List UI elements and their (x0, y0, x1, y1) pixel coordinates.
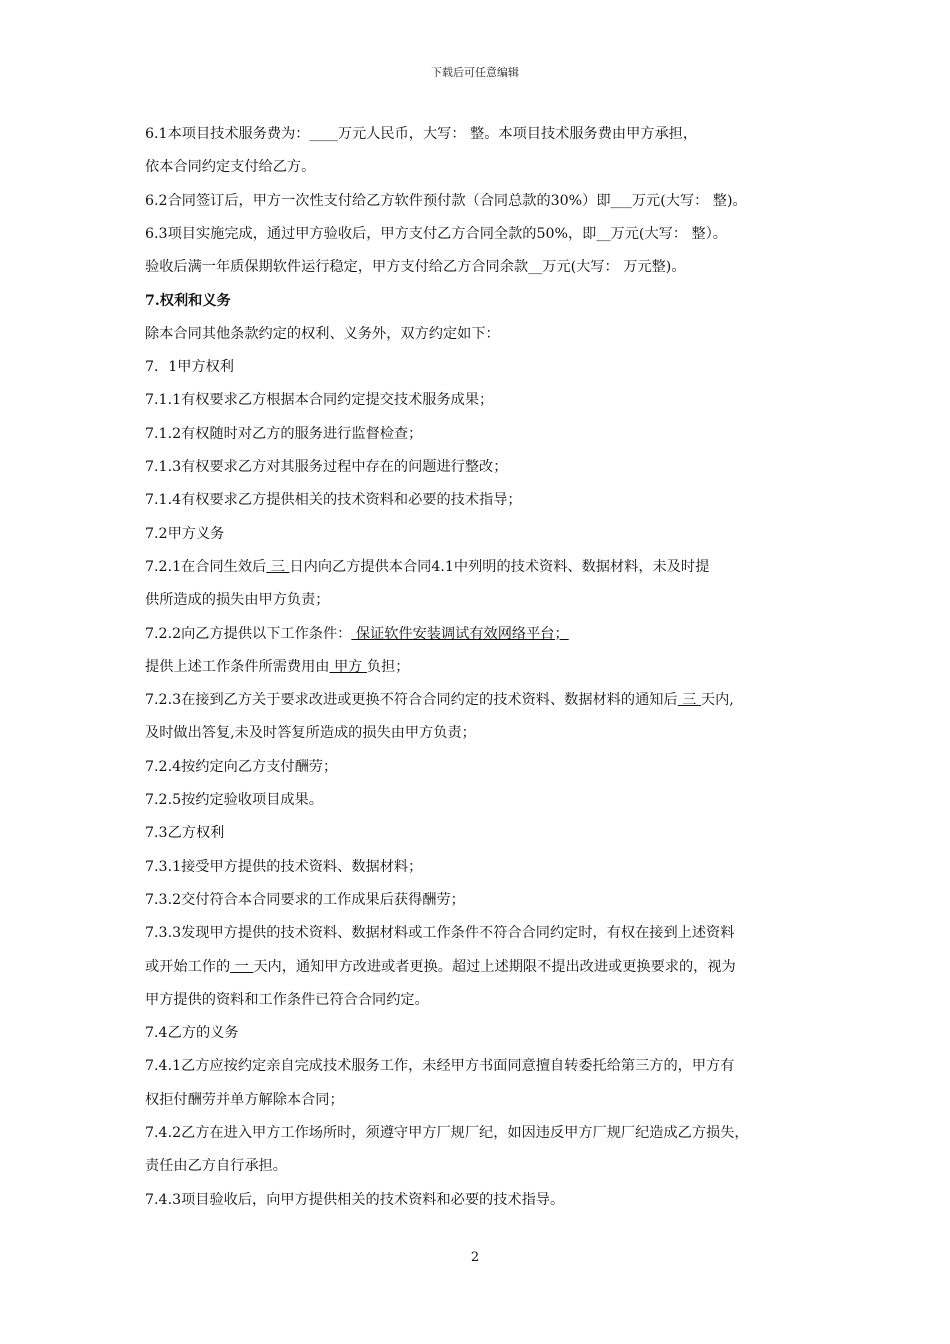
text-run: 天内，通知甲方改进或者更换。超过上述期限不提出改进或更换要求的，视为 (253, 958, 736, 975)
text-run: 天内, (700, 692, 734, 709)
text-run: 或开始工作的 (145, 958, 231, 975)
text-run: 7.4.1乙方应按约定亲自完成技术服务工作，未经甲方书面同意擅自转委托给第三方的，甲方有 (145, 1058, 735, 1075)
text-run: 7.1.4有权要求乙方提供相关的技术资料和必要的技术指导； (145, 492, 522, 509)
paragraph-line (145, 1056, 734, 1076)
text-run: 7.2.1在合同生效后 (145, 558, 267, 575)
text-run: 6.2合同签订后，甲方一次性支付给乙方软件预付款（合同总款的30%）即___万元(大写： 整)。 (145, 192, 747, 209)
paragraph-line (145, 1156, 287, 1176)
text-run: 负担； (366, 658, 410, 675)
text-run: 责任由乙方自行承担。 (145, 1158, 287, 1175)
paragraph-line (145, 524, 224, 544)
text-run: 6.3项目实施完成，通过甲方验收后，甲方支付乙方合同全款的50%，即__万元(大写： 整）。 (145, 225, 727, 242)
paragraph-line (145, 790, 323, 810)
paragraph-line (145, 657, 409, 677)
paragraph-line (145, 590, 329, 610)
underlined-fill-in: 保证软件安装调试有效网络平台； (351, 625, 569, 642)
paragraph-line (145, 124, 697, 144)
underlined-fill-in: 甲方 (329, 658, 367, 675)
paragraph-line (145, 823, 224, 843)
paragraph-line (145, 224, 727, 244)
paragraph-line (145, 890, 465, 910)
paragraph-line (145, 157, 315, 177)
text-run: 依本合同约定支付给乙方。 (145, 159, 316, 176)
text-run: 7.1.3有权要求乙方对其服务过程中存在的问题进行整改； (145, 459, 508, 475)
text-run: 供所造成的损失由甲方负责； (145, 592, 330, 609)
text-run: 6.1本项目技术服务费为：____万元人民币，大写： 整。本项目技术服务费由甲方承担， (145, 126, 698, 142)
paragraph-line (145, 557, 709, 577)
page-header: 下载后可任意编辑 (431, 66, 519, 79)
paragraph-line (145, 1123, 749, 1143)
text-run: 7.权利和义务 (145, 292, 231, 309)
text-run: 7.2甲方义务 (145, 525, 225, 542)
text-run: 除本合同其他条款约定的权利、义务外，双方约定如下： (145, 325, 500, 342)
paragraph-line (145, 624, 569, 644)
paragraph-line (145, 690, 734, 710)
paragraph-line (145, 357, 234, 377)
text-run: 7.3乙方权利 (145, 825, 225, 842)
text-run: 7.2.4按约定向乙方支付酬劳； (145, 758, 338, 775)
paragraph-line (145, 291, 231, 311)
paragraph-line (145, 1090, 344, 1110)
paragraph-line (145, 457, 507, 477)
text-run: 7．1甲方权利 (145, 359, 234, 376)
underlined-fill-in: 三 (677, 692, 701, 709)
paragraph-line (145, 757, 337, 777)
text-run: 7.2.3在接到乙方关于要求改进或更换不符合合同约定的技术资料、数据材料的通知后 (145, 692, 678, 709)
paragraph-line (145, 424, 422, 444)
paragraph-line (145, 923, 734, 943)
text-run: 7.4乙方的义务 (145, 1025, 239, 1042)
paragraph-line (145, 324, 500, 344)
text-run: 7.4.2乙方在进入甲方工作场所时，须遵守甲方厂规厂纪，如因违反甲方厂规厂纪造成乙方损失， (145, 1125, 749, 1141)
underlined-fill-in: 三 (266, 558, 290, 575)
text-run: 甲方提供的资料和工作条件已符合合同约定。 (145, 991, 429, 1008)
text-run: 及时做出答复,未及时答复所造成的损失由甲方负责； (145, 725, 476, 742)
paragraph-line (145, 990, 429, 1010)
text-run: 验收后满一年质保期软件运行稳定，甲方支付给乙方合同余款__万元(大写： 万元整)。 (145, 259, 686, 276)
text-run: 权拒付酬劳并单方解除本合同； (145, 1091, 344, 1108)
paragraph-line (145, 1190, 564, 1210)
text-run: 7.2.2向乙方提供以下工作条件： (145, 625, 352, 642)
text-run: 7.3.2交付符合本合同要求的工作成果后获得酬劳； (145, 891, 465, 908)
paragraph-line (145, 957, 736, 977)
paragraph-line (145, 390, 493, 410)
paragraph-line (145, 857, 422, 877)
paragraph-line (145, 723, 476, 743)
text-run: 提供上述工作条件所需费用由 (145, 658, 330, 675)
text-run: 日内向乙方提供本合同4.1中列明的技术资料、数据材料，未及时提 (289, 558, 710, 575)
text-run: 7.1.2有权随时对乙方的服务进行监督检查； (145, 425, 423, 442)
text-run: 7.3.3发现甲方提供的技术资料、数据材料或工作条件不符合合同约定时，有权在接到上述资料 (145, 925, 735, 942)
text-run: 7.2.5按约定验收项目成果。 (145, 792, 323, 808)
page-number: 2 (470, 1250, 480, 1265)
paragraph-line (145, 191, 747, 211)
paragraph-line (145, 257, 686, 277)
text-run: 7.1.1有权要求乙方根据本合同约定提交技术服务成果； (145, 392, 494, 409)
underlined-fill-in: 一 (230, 958, 254, 975)
text-run: 7.4.3项目验收后，向甲方提供相关的技术资料和必要的技术指导。 (145, 1191, 565, 1208)
paragraph-line (145, 490, 522, 510)
text-run: 7.3.1接受甲方提供的技术资料、数据材料； (145, 858, 423, 875)
paragraph-line (145, 1023, 239, 1043)
